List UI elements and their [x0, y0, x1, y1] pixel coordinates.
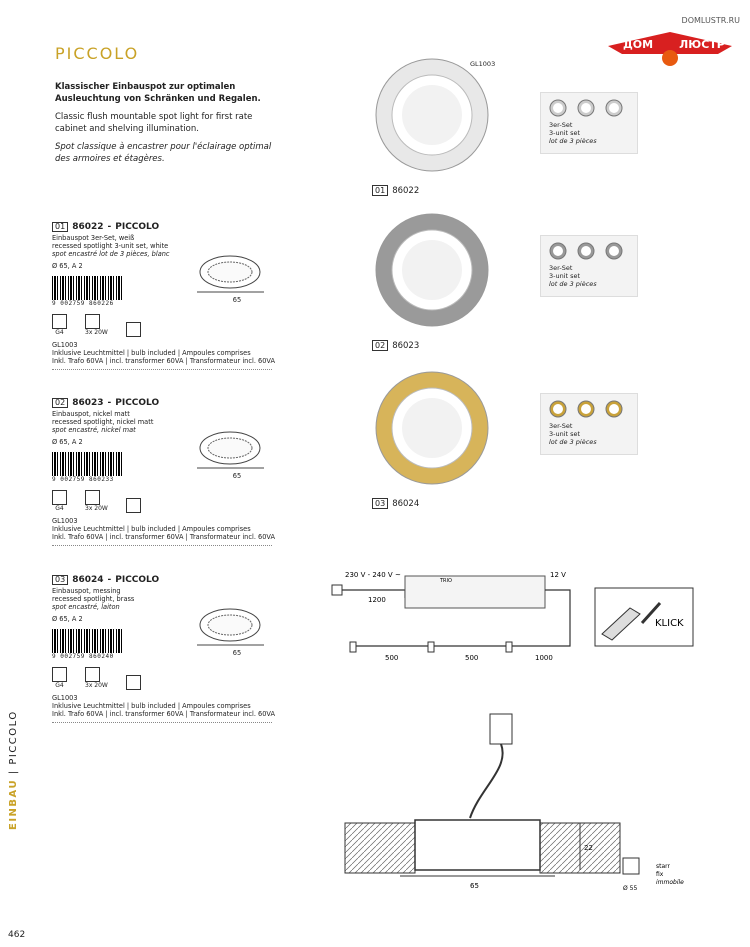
class-icon: [126, 498, 141, 513]
entries-2-de: Einbauspot, messing: [52, 587, 121, 595]
product-entry: 03 86024 - PICCOLO Einbauspot, messing recessed spotlight, brass spot encastré, laiton Ø 65, A 2 9 002759 860240 G4 3x 20W 65 GL1003 Inklusive Leuchtmittel | bulb included | Ampoules comprises Inkl. Trafo 60VA | incl. transformer 60VA | Transformateur incl. 60VA: [52, 575, 292, 723]
entries-2-gl: GL1003: [52, 694, 78, 702]
logo-site: DOMLUSTR.RU: [681, 16, 740, 25]
page-number: 462: [8, 930, 26, 940]
products-2-code: 86024: [392, 498, 420, 509]
set-fr: lot de 3 pièces: [549, 438, 597, 446]
entries-0-fr: spot encastré lot de 3 pièces, blanc: [52, 250, 170, 258]
product-photo: [372, 210, 492, 351]
bulb-icon: [85, 667, 100, 682]
trafo-brand: TRIO: [440, 578, 452, 584]
entries-1-en: recessed spotlight, nickel matt: [52, 418, 154, 426]
entries-0-socket: G4: [55, 329, 64, 336]
install-fr: immobile: [656, 879, 684, 886]
set-fr: lot de 3 pièces: [549, 280, 597, 288]
class-icon: [126, 675, 141, 690]
wiring-seg1: 500: [385, 654, 399, 662]
sidebar-name: PICCOLO: [8, 710, 19, 765]
entries-2-socket: G4: [55, 682, 64, 689]
set-box: [540, 92, 638, 154]
bulb-icon: [85, 490, 100, 505]
products-1-code: 86023: [392, 340, 420, 351]
class-icon: [126, 322, 141, 337]
barcode: [52, 452, 122, 476]
entries-1-power: 3x 20W: [85, 505, 108, 512]
intro: [55, 82, 285, 172]
wiring-out: 12 V: [550, 571, 566, 579]
entries-2-bulb: Inklusive Leuchtmittel | bulb included | Ampoules comprises: [52, 702, 251, 710]
entries-0-name: PICCOLO: [115, 222, 160, 232]
entries-2-code: 86024: [72, 575, 104, 585]
intro-en: Classic flush mountable spot light for first rate cabinet and shelving illumination.: [55, 112, 253, 134]
install-de: starr: [656, 863, 670, 870]
entries-2-spec: Ø 65, A 2: [52, 615, 83, 623]
wiring-seg2: 500: [465, 654, 479, 662]
entries-0-de: Einbauspot 3er-Set, weiß: [52, 234, 135, 242]
klick-label: KLICK: [655, 618, 684, 629]
logo-left: ДОМ: [622, 38, 654, 51]
entries-0-barcode: 9 002759 860226: [52, 300, 114, 307]
intro-fr: Spot classique à encastrer pour l'éclairage optimal des armoires et étagères.: [55, 142, 272, 164]
entries-2-num: 03: [52, 575, 68, 585]
product-photo: [372, 55, 492, 196]
sidebar-sep: |: [8, 764, 19, 779]
products-1-num: 02: [372, 340, 388, 351]
barcode: [52, 629, 122, 653]
logo: [598, 14, 743, 74]
entries-2-trafo: Inkl. Trafo 60VA | incl. transformer 60VA | Transformateur incl. 60VA: [52, 710, 275, 718]
wiring-seg3: 1000: [535, 654, 553, 662]
entries-1-socket: G4: [55, 505, 64, 512]
set-box: [540, 235, 638, 297]
spot-drawing: [192, 422, 272, 470]
product-entry: 01 86022 - PICCOLO Einbauspot 3er-Set, weiß recessed spotlight 3-unit set, white spot encastré lot de 3 pièces, blanc Ø 65, A 2 9 002759 860226 G4 3x 20W 65 GL1003 Inklusive Leuchtmittel | bulb included | Ampoules comprises Inkl. Trafo 60VA | incl. transformer 60VA | Transformateur incl. 60VA: [52, 222, 292, 370]
sidebar-cat: EINBAU: [8, 778, 19, 830]
install-en: fix: [656, 871, 664, 878]
entries-2-power: 3x 20W: [85, 682, 108, 689]
entries-1-spec: Ø 65, A 2: [52, 438, 83, 446]
entries-0-dim: 65: [232, 296, 242, 304]
product-entry: 02 86023 - PICCOLO Einbauspot, nickel matt recessed spotlight, nickel matt spot encastré, nickel mat Ø 65, A 2 9 002759 860233 G4 3x 20W 65 GL1003 Inklusive Leuchtmittel | bulb included | Ampoules comprises Inkl. Trafo 60VA | incl. transformer 60VA | Transformateur incl. 60VA: [52, 398, 292, 546]
entries-0-trafo: Inkl. Trafo 60VA | incl. transformer 60VA | Transformateur incl. 60VA: [52, 357, 275, 365]
entries-0-code: 86022: [72, 222, 104, 232]
entries-1-fr: spot encastré, nickel mat: [52, 426, 136, 434]
wiring-lead: 1200: [368, 596, 386, 604]
install-width: 65: [470, 882, 479, 890]
socket-icon: [52, 490, 67, 505]
set-de: 3er-Set: [549, 422, 573, 430]
install-height: 22: [584, 844, 593, 852]
install-drawing: [340, 708, 700, 893]
socket-icon: [52, 314, 67, 329]
entries-1-trafo: Inkl. Trafo 60VA | incl. transformer 60VA | Transformateur incl. 60VA: [52, 533, 275, 541]
product-photo: [372, 368, 492, 509]
bulb-icon: [85, 314, 100, 329]
intro-de: Klassischer Einbauspot zur optimalen Ausleuchtung von Schränken und Regalen.: [55, 82, 261, 104]
logo-right: ЛЮСТР: [679, 38, 725, 51]
entries-2-en: recessed spotlight, brass: [52, 595, 135, 603]
wiring-input: 230 V - 240 V ~: [345, 571, 401, 579]
set-fr: lot de 3 pièces: [549, 137, 597, 145]
products-0-code: 86022: [392, 185, 420, 196]
entries-1-code: 86023: [72, 398, 104, 408]
entries-1-de: Einbauspot, nickel matt: [52, 410, 130, 418]
entries-0-gl: GL1003: [52, 341, 78, 349]
sidebar-label: [8, 710, 19, 830]
entries-2-name: PICCOLO: [115, 575, 160, 585]
entries-1-dim: 65: [232, 472, 242, 480]
entries-0-num: 01: [52, 222, 68, 232]
install-hole: Ø 55: [623, 885, 638, 892]
set-de: 3er-Set: [549, 121, 573, 129]
socket-icon: [52, 667, 67, 682]
spot-drawing: [192, 246, 272, 294]
entries-2-dim: 65: [232, 649, 242, 657]
products-2-num: 03: [372, 498, 388, 509]
entries-0-power: 3x 20W: [85, 329, 108, 336]
entries-1-name: PICCOLO: [115, 398, 160, 408]
entries-1-bulb: Inklusive Leuchtmittel | bulb included | Ampoules comprises: [52, 525, 251, 533]
barcode: [52, 276, 122, 300]
set-box: [540, 393, 638, 455]
set-en: 3-unit set: [549, 430, 581, 438]
page-title: PICCOLO: [55, 44, 140, 63]
products-0-num: 01: [372, 185, 388, 196]
callout-label: GL1003: [470, 60, 496, 68]
entries-0-en: recessed spotlight 3-unit set, white: [52, 242, 169, 250]
entries-2-fr: spot encastré, laiton: [52, 603, 120, 611]
entries-1-gl: GL1003: [52, 517, 78, 525]
set-en: 3-unit set: [549, 129, 581, 137]
entries-0-spec: Ø 65, A 2: [52, 262, 83, 270]
set-en: 3-unit set: [549, 272, 581, 280]
spot-drawing: [192, 599, 272, 647]
entries-1-barcode: 9 002759 860233: [52, 476, 114, 483]
entries-0-bulb: Inklusive Leuchtmittel | bulb included | Ampoules comprises: [52, 349, 251, 357]
entries-1-num: 02: [52, 398, 68, 408]
wiring-diagram: [330, 568, 740, 668]
set-de: 3er-Set: [549, 264, 573, 272]
entries-2-barcode: 9 002759 860240: [52, 653, 114, 660]
